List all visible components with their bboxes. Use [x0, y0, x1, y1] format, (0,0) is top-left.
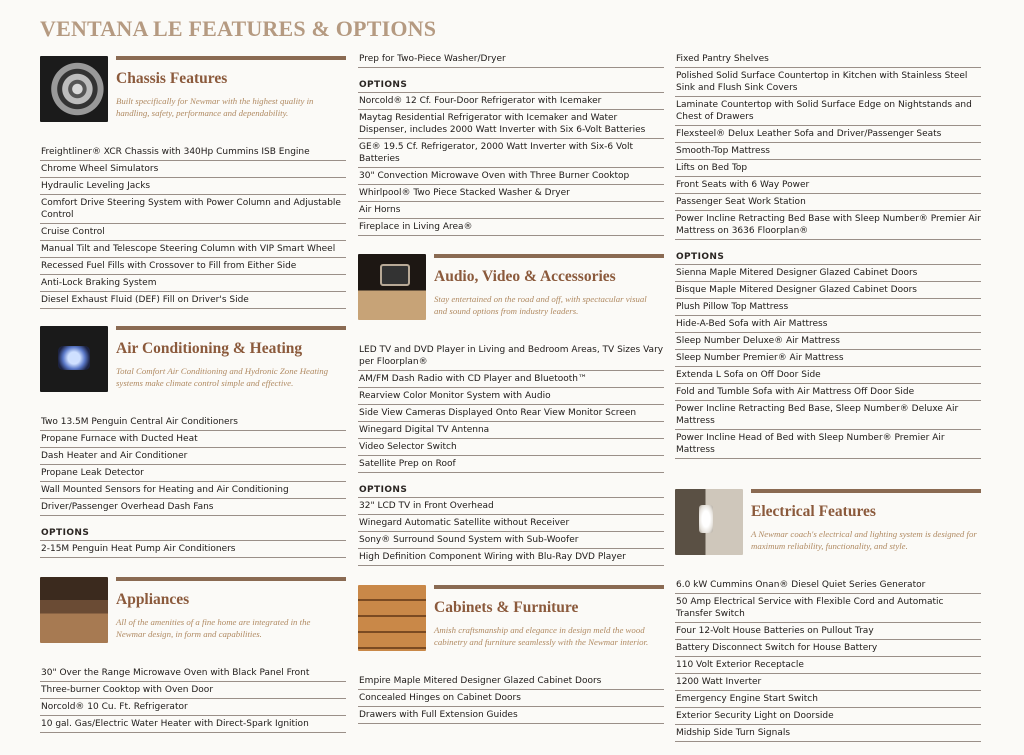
list-item: High Definition Component Wiring with Blu-Ray DVD Player	[358, 549, 664, 566]
list-item: Norcold® 12 Cf. Four-Door Refrigerator with Icemaker	[358, 93, 664, 110]
list-item: Smooth-Top Mattress	[675, 143, 981, 160]
col3-options-label: OPTIONS	[675, 250, 981, 265]
list-item: 32" LCD TV in Front Overhead	[358, 498, 664, 515]
list-item: Freightliner® XCR Chassis with 340Hp Cummins ISB Engine	[40, 144, 346, 161]
audio-options-list	[358, 498, 664, 566]
appliances-list	[40, 665, 346, 733]
page-title: VENTANA LE FEATURES & OPTIONS	[40, 16, 437, 41]
list-item: Sleep Number Premier® Air Mattress	[675, 350, 981, 367]
list-item: Power Incline Head of Bed with Sleep Number® Premier Air Mattress	[675, 430, 981, 459]
list-item: Manual Tilt and Telescope Steering Column with VIP Smart Wheel	[40, 241, 346, 258]
dashboard-image	[358, 254, 426, 320]
audio-options-label: OPTIONS	[358, 483, 664, 498]
list-item: Hide-A-Bed Sofa with Air Mattress	[675, 316, 981, 333]
list-item: AM/FM Dash Radio with CD Player and Bluetooth™	[358, 371, 664, 388]
air-section-header	[40, 326, 346, 414]
col3-options-list	[675, 265, 981, 459]
list-item: Power Incline Retracting Bed Base with Sleep Number® Premier Air Mattress on 3636 Floorplan®	[675, 211, 981, 240]
lamp-image	[675, 489, 743, 555]
list-item: Extenda L Sofa on Off Door Side	[675, 367, 981, 384]
electrical-subtitle: A Newmar coach's electrical and lighting system is designed for maximum reliability, functionality, and style.	[751, 529, 977, 551]
audio-subtitle: Stay entertained on the road and off, with spectacular visual and sound options from industry leaders.	[434, 294, 647, 316]
list-item: Emergency Engine Start Switch	[675, 691, 981, 708]
kitchen-image	[40, 577, 108, 643]
air-subtitle: Total Comfort Air Conditioning and Hydronic Zone Heating systems make climate control simple and effective.	[116, 366, 329, 388]
list-item: Winegard Automatic Satellite without Receiver	[358, 515, 664, 532]
list-item: Battery Disconnect Switch for House Battery	[675, 640, 981, 657]
electrical-section-header	[675, 489, 981, 577]
section-rule	[751, 489, 981, 493]
cabinet-image	[358, 585, 426, 651]
list-item: Diesel Exhaust Fluid (DEF) Fill on Driver's Side	[40, 292, 346, 309]
list-item: Driver/Passenger Overhead Dash Fans	[40, 499, 346, 516]
list-item: Prep for Two-Piece Washer/Dryer	[358, 51, 664, 68]
list-item: Rearview Color Monitor System with Audio	[358, 388, 664, 405]
list-item: Comfort Drive Steering System with Power Column and Adjustable Control	[40, 195, 346, 224]
list-item: Propane Furnace with Ducted Heat	[40, 431, 346, 448]
list-item: Side View Cameras Displayed Onto Rear View Monitor Screen	[358, 405, 664, 422]
list-item: Passenger Seat Work Station	[675, 194, 981, 211]
list-item: Exterior Security Light on Doorside	[675, 708, 981, 725]
list-item: Three-burner Cooktop with Oven Door	[40, 682, 346, 699]
list-item: Chrome Wheel Simulators	[40, 161, 346, 178]
list-item: 30" Over the Range Microwave Oven with Black Panel Front	[40, 665, 346, 682]
wheel-image	[40, 56, 108, 122]
list-item: Maytag Residential Refrigerator with Icemaker and Water Dispenser, includes 2000 Watt Inverter with Six 6-Volt Batteries	[358, 110, 664, 139]
cabinets-subtitle: Amish craftsmanship and elegance in design meld the wood cabinetry and furniture seamlessly with the Newmar interior.	[434, 625, 649, 647]
list-item: Propane Leak Detector	[40, 465, 346, 482]
list-item: GE® 19.5 Cf. Refrigerator, 2000 Watt Inverter with Six-6 Volt Batteries	[358, 139, 664, 168]
list-item: Bisque Maple Mitered Designer Glazed Cabinet Doors	[675, 282, 981, 299]
list-item: Two 13.5M Penguin Central Air Conditioners	[40, 414, 346, 431]
list-item: Video Selector Switch	[358, 439, 664, 456]
section-rule	[116, 326, 346, 330]
audio-section-header	[358, 254, 664, 342]
list-item: Lifts on Bed Top	[675, 160, 981, 177]
list-item: Satellite Prep on Roof	[358, 456, 664, 473]
col3-top-list	[675, 51, 981, 240]
cabinets-list	[358, 673, 664, 724]
list-item: Laminate Countertop with Solid Surface Edge on Nightstands and Chest of Drawers	[675, 97, 981, 126]
col2-top-list	[358, 51, 664, 68]
list-item: Plush Pillow Top Mattress	[675, 299, 981, 316]
list-item: Dash Heater and Air Conditioner	[40, 448, 346, 465]
list-item: Cruise Control	[40, 224, 346, 241]
list-item: Fireplace in Living Area®	[358, 219, 664, 236]
list-item: Wall Mounted Sensors for Heating and Air Conditioning	[40, 482, 346, 499]
list-item: LED TV and DVD Player in Living and Bedroom Areas, TV Sizes Vary per Floorplan®	[358, 342, 664, 371]
electrical-heading: Electrical Features	[751, 503, 876, 520]
section-rule	[116, 56, 346, 60]
chassis-section-header	[40, 56, 346, 144]
list-item: Recessed Fuel Fills with Crossover to Fill from Either Side	[40, 258, 346, 275]
section-rule	[434, 585, 664, 589]
appliances-heading: Appliances	[116, 591, 190, 608]
list-item: Midship Side Turn Signals	[675, 725, 981, 742]
list-item: Whirlpool® Two Piece Stacked Washer & Dryer	[358, 185, 664, 202]
list-item: Sony® Surround Sound System with Sub-Woofer	[358, 532, 664, 549]
list-item: 6.0 kW Cummins Onan® Diesel Quiet Series Generator	[675, 577, 981, 594]
list-item: 50 Amp Electrical Service with Flexible Cord and Automatic Transfer Switch	[675, 594, 981, 623]
air-list	[40, 414, 346, 516]
air-options-list	[40, 541, 346, 558]
list-item: 2-15M Penguin Heat Pump Air Conditioners	[40, 541, 346, 558]
list-item: Front Seats with 6 Way Power	[675, 177, 981, 194]
cabinets-section-header	[358, 585, 664, 673]
list-item: Four 12-Volt House Batteries on Pullout Tray	[675, 623, 981, 640]
list-item: Hydraulic Leveling Jacks	[40, 178, 346, 195]
column-3	[675, 51, 981, 742]
thermostat-image	[40, 326, 108, 392]
col2-options-list	[358, 93, 664, 236]
list-item: 1200 Watt Inverter	[675, 674, 981, 691]
list-item: Fixed Pantry Shelves	[675, 51, 981, 68]
list-item: Power Incline Retracting Bed Base, Sleep Number® Deluxe Air Mattress	[675, 401, 981, 430]
air-heading: Air Conditioning & Heating	[116, 340, 303, 357]
list-item: 30" Convection Microwave Oven with Three Burner Cooktop	[358, 168, 664, 185]
chassis-heading: Chassis Features	[116, 70, 228, 87]
appliances-subtitle: All of the amenities of a fine home are integrated in the Newmar design, in form and capabilities.	[116, 617, 311, 639]
list-item: Drawers with Full Extension Guides	[358, 707, 664, 724]
list-item: 110 Volt Exterior Receptacle	[675, 657, 981, 674]
list-item: 10 gal. Gas/Electric Water Heater with Direct-Spark Ignition	[40, 716, 346, 733]
list-item: Polished Solid Surface Countertop in Kitchen with Stainless Steel Sink and Flush Sink Covers	[675, 68, 981, 97]
list-item: Sleep Number Deluxe® Air Mattress	[675, 333, 981, 350]
list-item: Empire Maple Mitered Designer Glazed Cabinet Doors	[358, 673, 664, 690]
air-options-label: OPTIONS	[40, 526, 346, 541]
section-rule	[434, 254, 664, 258]
column-2	[358, 51, 664, 724]
column-1	[40, 56, 346, 733]
cabinets-heading: Cabinets & Furniture	[434, 599, 579, 616]
chassis-list	[40, 144, 346, 309]
list-item: Flexsteel® Delux Leather Sofa and Driver/Passenger Seats	[675, 126, 981, 143]
list-item: Anti-Lock Braking System	[40, 275, 346, 292]
audio-list	[358, 342, 664, 473]
chassis-subtitle: Built specifically for Newmar with the highest quality in handling, safety, performance and dependability.	[116, 96, 314, 118]
appliances-section-header	[40, 577, 346, 665]
list-item: Norcold® 10 Cu. Ft. Refrigerator	[40, 699, 346, 716]
col2-options-label: OPTIONS	[358, 78, 664, 93]
list-item: Concealed Hinges on Cabinet Doors	[358, 690, 664, 707]
electrical-list	[675, 577, 981, 742]
section-rule	[116, 577, 346, 581]
list-item: Sienna Maple Mitered Designer Glazed Cabinet Doors	[675, 265, 981, 282]
list-item: Air Horns	[358, 202, 664, 219]
audio-heading: Audio, Video & Accessories	[434, 268, 616, 285]
list-item: Winegard Digital TV Antenna	[358, 422, 664, 439]
list-item: Fold and Tumble Sofa with Air Mattress Off Door Side	[675, 384, 981, 401]
